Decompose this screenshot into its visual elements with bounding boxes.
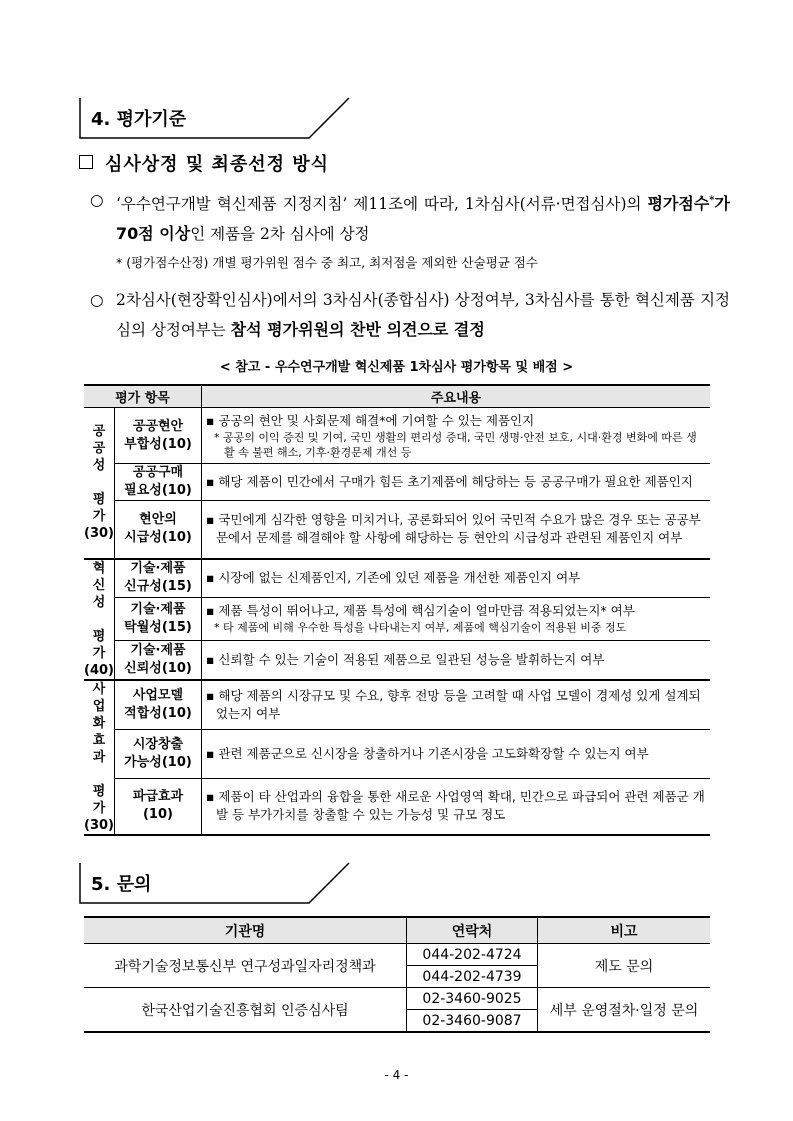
category-cell: 사 업 화 효 과 평 가 (30) [84,681,114,833]
eval-desc-note: * 공공의 이익 증진 및 기여, 국민 생활의 편리성 증대, 국민 생명·안전 보호, 시대·환경 변화에 따른 생활 속 불편 해소, 기후·환경문제 개선 등 [213,430,697,459]
phone-number: 02-3460-9025 [407,988,538,1010]
org-name: 과학기술정보통신부 연구성과일자리정책과 [84,944,407,988]
circle-bullet-icon: ○ [90,291,104,309]
eval-item-cell: 사업모델 적합성(10) [114,680,201,730]
eval-desc-cell [201,640,710,679]
section-4-title: 4. 평가기준 [91,109,187,130]
eval-desc-note: * 타 제품에 비해 우수한 특성을 나타내는지 여부, 제품에 핵심기술이 적용된 비중 정도 [213,621,627,635]
page-number: - 4 - [384,1068,409,1082]
eval-item-cell: 기술·제품 신규성(15) [114,559,201,598]
eval-desc-main: ▪ 신뢰할 수 있는 기술이 적용된 제품으로 일관된 성능을 발휘하는지 여부 [205,651,605,667]
table-row [84,680,710,730]
table-row [84,559,710,598]
eval-desc-cell [201,501,710,559]
bullet-paragraph-2: ○ 2차심사(현장확인심사)에서의 3차심사(종합심사) 상정여부, 3차심사를 통한 혁신제품 지정 심의 상정여부는 참석 평가위원의 찬반 의견으로 결정 [90,286,730,345]
phone-number: 02-3460-9087 [407,1010,538,1033]
table-row [84,779,710,835]
eval-item-cell: 현안의 시급성(10) [114,501,201,559]
eval-item-cell: 파급효과 (10) [114,779,201,835]
header-org: 기관명 [84,917,407,944]
header-main-content: 주요내용 [201,385,710,408]
table-row [84,464,710,501]
eval-item-cell: 기술·제품 신뢰성(10) [114,640,201,679]
eval-item-cell: 공공구매 필요성(10) [114,464,201,501]
eval-item-cell: 공공현안 부합성(10) [114,408,201,464]
note-cell: 세부 운영절차·일정 문의 [538,988,711,1033]
eval-desc-main: ▪ 관련 제품군으로 신시장을 창출하거나 기존시장을 고도화확장할 수 있는지 여부 [205,746,649,762]
bullet-paragraph-1: ○ ‘우수연구개발 혁신제품 지정지침’ 제11조에 따라, 1차심사(서류·면접심사)의 평가점수*가 70점 이상인 제품을 2차 심사에 상정 [90,186,730,249]
phone-number: 044-202-4739 [407,966,538,988]
table-row [84,501,710,559]
eval-desc-main: ▪ 해당 제품이 민간에서 구매가 힘든 초기제품에 해당하는 등 공공구매가 필요한 제품인지 [205,474,693,489]
table-row [84,988,710,1010]
table-row [84,598,710,640]
eval-desc-cell [201,408,710,464]
eval-desc-main: ▪ 제품 특성이 뛰어나고, 제품 특성에 핵심기술이 얼마만큼 적용되었는지* 여부 [205,603,635,619]
contact-table [84,916,710,1033]
header-phone: 연락처 [407,917,538,944]
category-cell: 혁 신 성 평 가 (40) [84,560,114,678]
section-5-title: 5. 문의 [91,874,152,895]
eval-desc-cell [201,730,710,779]
section-4-header [79,97,349,137]
table-row [84,640,710,679]
square-bullet-icon [79,155,93,169]
eval-desc-cell [201,779,710,835]
eval-item-cell: 시장창출 가능성(10) [114,730,201,779]
header-eval-item: 평가 항목 [84,385,201,408]
eval-item-cell: 기술·제품 탁월성(15) [114,598,201,640]
eval-desc-main: ▪ 해당 제품의 시장규모 및 수요, 향후 전망 등을 고려할 때 사업 모델이 경제성 있게 설계되었는지 여부 [205,687,701,721]
evaluation-table [84,384,710,836]
header-note: 비고 [538,917,711,944]
table-row [84,408,710,464]
table-row [84,730,710,779]
phone-number: 044-202-4724 [407,944,538,966]
eval-desc-cell [201,680,710,730]
eval-desc-cell [201,559,710,598]
eval-desc-main: ▪ 제품이 타 산업과의 융합을 통한 새로운 사업영역 확대, 민간으로 파급되어 관련 제품군 개발 등 부가가치를 창출할 수 있는 가능성 및 규모 정도 [205,789,705,823]
subsection-title: 심사상정 및 최종선정 방식 [79,150,329,176]
note-cell: 제도 문의 [538,944,711,988]
eval-desc-cell [201,464,710,501]
eval-desc-main: ▪ 국민에게 심각한 영향을 미치거나, 공론화되어 있어 국민적 수요가 많은 경우 또는 공공부문에서 문제를 해결해야 할 사항에 해당하는 등 현안의 시급성과 관련된 제품인지 여부 [205,512,701,546]
org-name: 한국산업기술진흥협회 인증심사팀 [84,988,407,1033]
eval-desc-main: ▪ 시장에 없는 신제품인지, 기존에 있던 제품을 개선한 제품인지 여부 [205,570,581,586]
table-row [84,944,710,966]
section-5-header [79,862,349,902]
circle-bullet-icon: ○ [90,191,104,209]
eval-desc-main: ▪ 공공의 현안 및 사회문제 해결*에 기여할 수 있는 제품인지 [205,412,535,428]
score-note: * (평가점수산정) 개별 평가위원 점수 중 최고, 최저점을 제외한 산술평균 점수 [116,255,538,270]
eval-desc-cell [201,598,710,640]
category-cell: 공 공 성 평 가 (30) [84,408,114,559]
table-caption: < 참고 - 우수연구개발 혁신제품 1차심사 평가항목 및 배점 > [219,360,574,375]
